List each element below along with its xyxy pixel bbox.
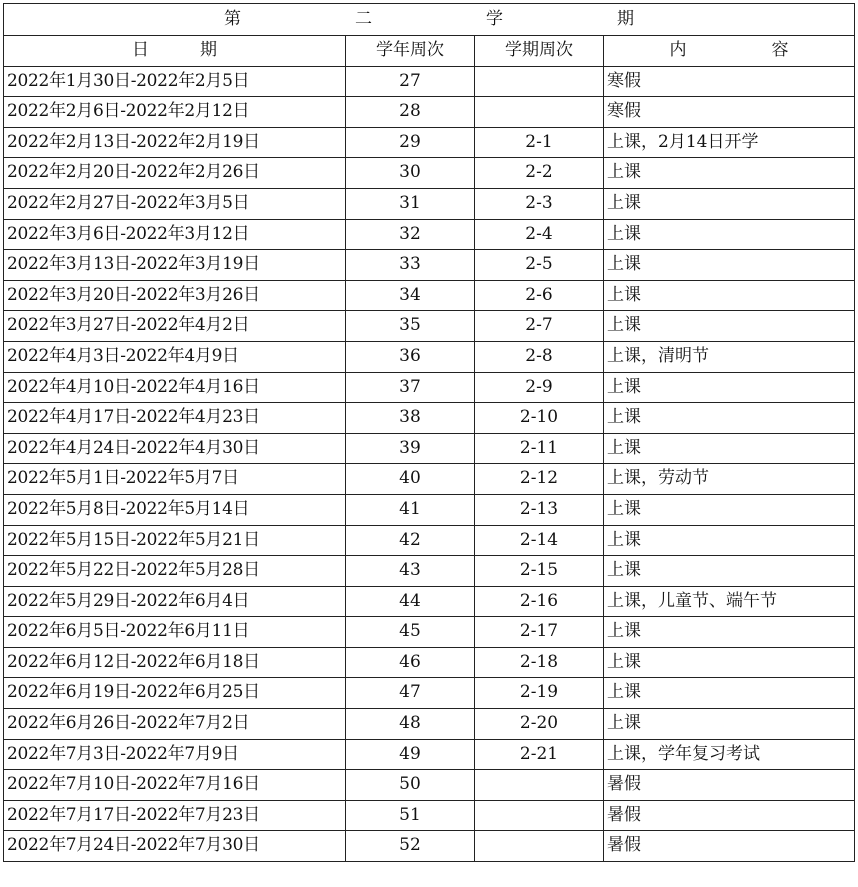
cell-content: 上课	[604, 617, 855, 648]
cell-date: 2022年7月3日-2022年7月9日	[4, 739, 346, 770]
table-row	[4, 311, 855, 342]
cell-year-week: 50	[346, 770, 475, 801]
cell-date: 2022年5月1日-2022年5月7日	[4, 464, 346, 495]
cell-date: 2022年7月17日-2022年7月23日	[4, 800, 346, 831]
cell-year-week: 45	[346, 617, 475, 648]
table-row	[4, 464, 855, 495]
cell-year-week: 32	[346, 219, 475, 250]
cell-date: 2022年2月13日-2022年2月19日	[4, 127, 346, 158]
cell-content: 暑假	[604, 800, 855, 831]
table-row	[4, 800, 855, 831]
cell-content: 上课	[604, 433, 855, 464]
header-year-week: 学年周次	[346, 36, 475, 67]
cell-term-week: 2-14	[475, 525, 604, 556]
cell-term-week: 2-21	[475, 739, 604, 770]
table-row	[4, 158, 855, 189]
cell-term-week: 2-9	[475, 372, 604, 403]
cell-year-week: 41	[346, 494, 475, 525]
title-char: 期	[617, 9, 634, 29]
header-term-week: 学期周次	[475, 36, 604, 67]
cell-term-week: 2-8	[475, 341, 604, 372]
cell-year-week: 48	[346, 709, 475, 740]
cell-year-week: 30	[346, 158, 475, 189]
table-row	[4, 678, 855, 709]
header-content: 内 容	[604, 36, 855, 67]
cell-term-week: 2-20	[475, 709, 604, 740]
cell-content: 上课	[604, 372, 855, 403]
semester-title	[4, 4, 855, 36]
cell-year-week: 27	[346, 66, 475, 97]
table-row	[4, 617, 855, 648]
title-char: 第	[224, 9, 241, 29]
cell-term-week: 2-10	[475, 403, 604, 434]
cell-content: 暑假	[604, 770, 855, 801]
cell-term-week: 2-6	[475, 280, 604, 311]
cell-year-week: 47	[346, 678, 475, 709]
cell-year-week: 39	[346, 433, 475, 464]
cell-date: 2022年5月22日-2022年5月28日	[4, 556, 346, 587]
cell-year-week: 38	[346, 403, 475, 434]
header-date: 日 期	[4, 36, 346, 67]
title-row	[4, 4, 855, 36]
cell-year-week: 34	[346, 280, 475, 311]
table-row	[4, 831, 855, 862]
table-row	[4, 433, 855, 464]
title-char: 学	[486, 9, 503, 29]
cell-date: 2022年2月6日-2022年2月12日	[4, 97, 346, 128]
cell-year-week: 44	[346, 586, 475, 617]
table-row	[4, 97, 855, 128]
table-row	[4, 372, 855, 403]
cell-date: 2022年3月13日-2022年3月19日	[4, 250, 346, 281]
table-row	[4, 341, 855, 372]
cell-content: 上课	[604, 647, 855, 678]
cell-date: 2022年7月10日-2022年7月16日	[4, 770, 346, 801]
cell-content: 上课	[604, 678, 855, 709]
table-row	[4, 250, 855, 281]
cell-term-week: 2-1	[475, 127, 604, 158]
cell-year-week: 31	[346, 188, 475, 219]
cell-content: 上课	[604, 403, 855, 434]
table-row	[4, 188, 855, 219]
cell-date: 2022年4月10日-2022年4月16日	[4, 372, 346, 403]
cell-term-week: 2-15	[475, 556, 604, 587]
cell-content: 上课，儿童节、端午节	[604, 586, 855, 617]
cell-year-week: 35	[346, 311, 475, 342]
cell-term-week: 2-4	[475, 219, 604, 250]
cell-content: 上课	[604, 188, 855, 219]
cell-year-week: 52	[346, 831, 475, 862]
title-char: 二	[355, 9, 372, 29]
cell-date: 2022年6月26日-2022年7月2日	[4, 709, 346, 740]
cell-content: 寒假	[604, 97, 855, 128]
cell-term-week: 2-5	[475, 250, 604, 281]
cell-term-week	[475, 770, 604, 801]
cell-date: 2022年2月20日-2022年2月26日	[4, 158, 346, 189]
cell-term-week: 2-18	[475, 647, 604, 678]
cell-content: 上课，2月14日开学	[604, 127, 855, 158]
table-row	[4, 525, 855, 556]
cell-content: 上课	[604, 158, 855, 189]
cell-content: 上课	[604, 311, 855, 342]
table-row	[4, 219, 855, 250]
table-row	[4, 127, 855, 158]
cell-term-week: 2-16	[475, 586, 604, 617]
cell-date: 2022年5月15日-2022年5月21日	[4, 525, 346, 556]
cell-content: 上课	[604, 280, 855, 311]
cell-year-week: 40	[346, 464, 475, 495]
table-row	[4, 739, 855, 770]
cell-content: 寒假	[604, 66, 855, 97]
cell-term-week: 2-11	[475, 433, 604, 464]
table-row	[4, 556, 855, 587]
cell-term-week: 2-19	[475, 678, 604, 709]
cell-term-week: 2-2	[475, 158, 604, 189]
cell-year-week: 36	[346, 341, 475, 372]
cell-year-week: 46	[346, 647, 475, 678]
cell-date: 2022年6月5日-2022年6月11日	[4, 617, 346, 648]
cell-term-week: 2-12	[475, 464, 604, 495]
cell-term-week: 2-17	[475, 617, 604, 648]
cell-date: 2022年2月27日-2022年3月5日	[4, 188, 346, 219]
cell-date: 2022年6月19日-2022年6月25日	[4, 678, 346, 709]
cell-year-week: 29	[346, 127, 475, 158]
cell-term-week	[475, 800, 604, 831]
cell-content: 上课	[604, 709, 855, 740]
cell-content: 上课，劳动节	[604, 464, 855, 495]
cell-year-week: 33	[346, 250, 475, 281]
table-row	[4, 586, 855, 617]
cell-date: 2022年3月6日-2022年3月12日	[4, 219, 346, 250]
cell-date: 2022年5月8日-2022年5月14日	[4, 494, 346, 525]
cell-content: 上课，清明节	[604, 341, 855, 372]
cell-content: 暑假	[604, 831, 855, 862]
cell-term-week	[475, 66, 604, 97]
cell-term-week	[475, 831, 604, 862]
cell-date: 2022年3月27日-2022年4月2日	[4, 311, 346, 342]
cell-content: 上课	[604, 219, 855, 250]
header-row	[4, 36, 855, 67]
cell-year-week: 37	[346, 372, 475, 403]
cell-content: 上课	[604, 250, 855, 281]
table-row	[4, 647, 855, 678]
cell-date: 2022年6月12日-2022年6月18日	[4, 647, 346, 678]
table-row	[4, 709, 855, 740]
cell-date: 2022年5月29日-2022年6月4日	[4, 586, 346, 617]
semester-title-text	[7, 4, 851, 35]
cell-year-week: 51	[346, 800, 475, 831]
cell-content: 上课	[604, 494, 855, 525]
schedule-table	[3, 3, 855, 862]
cell-term-week: 2-13	[475, 494, 604, 525]
cell-year-week: 28	[346, 97, 475, 128]
cell-year-week: 42	[346, 525, 475, 556]
cell-content: 上课	[604, 556, 855, 587]
cell-year-week: 49	[346, 739, 475, 770]
cell-year-week: 43	[346, 556, 475, 587]
table-row	[4, 66, 855, 97]
cell-term-week: 2-7	[475, 311, 604, 342]
cell-content: 上课，学年复习考试	[604, 739, 855, 770]
cell-date: 2022年1月30日-2022年2月5日	[4, 66, 346, 97]
cell-date: 2022年4月3日-2022年4月9日	[4, 341, 346, 372]
table-row	[4, 403, 855, 434]
table-row	[4, 280, 855, 311]
cell-date: 2022年7月24日-2022年7月30日	[4, 831, 346, 862]
cell-date: 2022年4月17日-2022年4月23日	[4, 403, 346, 434]
cell-term-week	[475, 97, 604, 128]
cell-date: 2022年4月24日-2022年4月30日	[4, 433, 346, 464]
cell-content: 上课	[604, 525, 855, 556]
table-row	[4, 494, 855, 525]
table-row	[4, 770, 855, 801]
cell-term-week: 2-3	[475, 188, 604, 219]
cell-date: 2022年3月20日-2022年3月26日	[4, 280, 346, 311]
